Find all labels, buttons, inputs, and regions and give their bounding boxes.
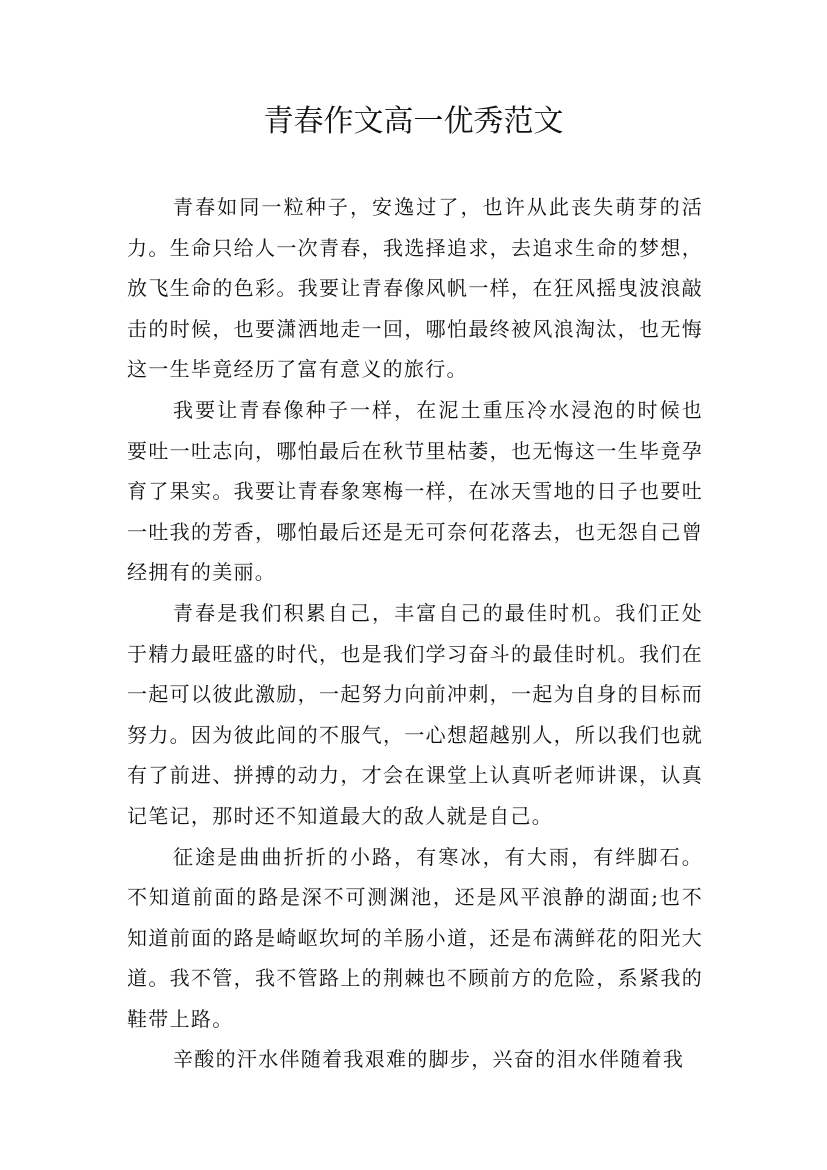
paragraph: 青春如同一粒种子，安逸过了，也许从此丧失萌芽的活力。生命只给人一次青春，我选择追求，去追求生命的梦想，放飞生命的色彩。我要让青春像风帆一样，在狂风摇曳波浪敲击的时候，也要潇洒地走一回，哪怕最终被风浪淘汰，也无悔这一生毕竟经历了富有意义的旅行。 <box>127 195 703 382</box>
paragraph: 青春是我们积累自己，丰富自己的最佳时机。我们正处于精力最旺盛的时代，也是我们学习奋斗的最佳时机。我们在一起可以彼此激励，一起努力向前冲刺，一起为自身的目标而努力。因为彼此间的不服气，一心想超越别人，所以我们也就有了前进、拼搏的动力，才会在课堂上认真听老师讲课，认真记笔记，那时还不知道最大的敌人就是自己。 <box>127 600 703 828</box>
document-body <box>127 187 703 1080</box>
paragraph: 辛酸的汗水伴随着我艰难的脚步，兴奋的泪水伴随着我 <box>173 1047 685 1072</box>
document-title: 青春作文高一优秀范文 <box>263 104 564 139</box>
paragraph: 我要让青春像种子一样，在泥土重压冷水浸泡的时候也要吐一吐志向，哪怕最后在秋节里枯萎，也无悔这一生毕竟孕育了果实。我要让青春象寒梅一样，在冰天雪地的日子也要吐一吐我的芳香，哪怕最后还是无可奈何花落去，也无怨自己曾经拥有的美丽。 <box>127 397 703 585</box>
paragraph: 征途是曲曲折折的小路，有寒冰，有大雨，有绊脚石。不知道前面的路是深不可测渊池，还是风平浪静的湖面;也不知道前面的路是崎岖坎坷的羊肠小道，还是布满鲜花的阳光大道。我不管，我不管路上的荆棘也不顾前方的危险，系紧我的鞋带上路。 <box>127 844 703 1031</box>
